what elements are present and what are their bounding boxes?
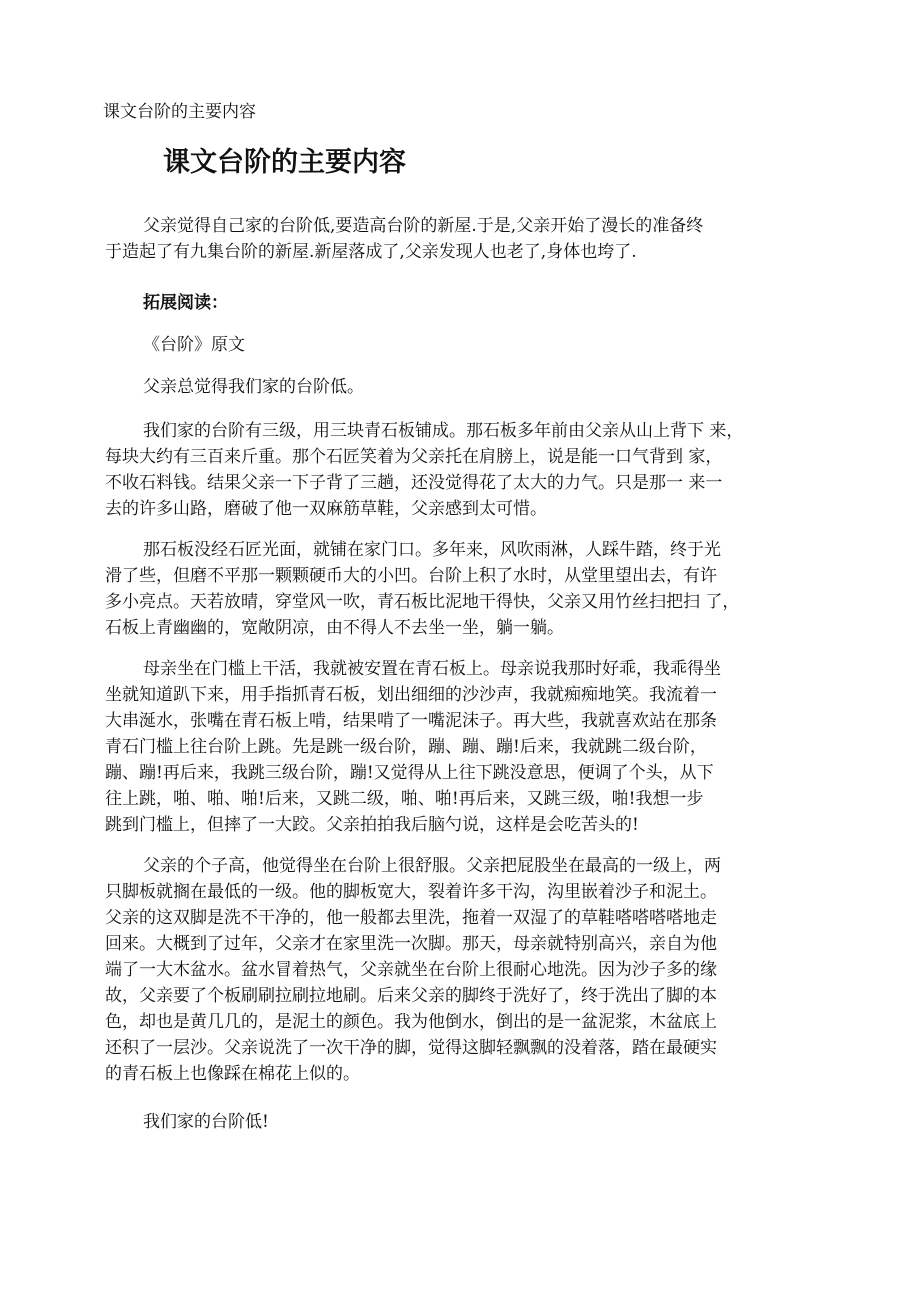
extended-reading-label: 拓展阅读： [143, 293, 228, 313]
body-paragraph-3 [105, 656, 825, 838]
body-paragraph-4 [105, 853, 825, 1087]
text-line: 蹦、蹦!再后来，我跳三级台阶，蹦!又觉得从上往下跳没意思，便调了个头，从下 [105, 763, 714, 783]
text-line: 不收石料钱。结果父亲一下子背了三趟，还没觉得花了太大的力气。只是那一 来一 [105, 473, 723, 493]
text-line: 还积了一层沙。父亲说洗了一次干净的脚，觉得这脚轻飘飘的没着落，踏在最硬实 [105, 1038, 717, 1058]
text-line: 滑了些，但磨不平那一颗颗硬币大的小凹。台阶上积了水时，从堂里望出去，有许 [105, 566, 717, 586]
text-line: 端了一大木盆水。盆水冒着热气，父亲就坐在台阶上很耐心地洗。因为沙子多的缘 [105, 960, 717, 980]
text-line: 父亲觉得自己家的台阶低,要造高台阶的新屋.于是,父亲开始了漫长的准备终 [143, 216, 704, 236]
text-line: 的青石板上也像踩在棉花上似的。 [105, 1064, 360, 1084]
text-line: 去的许多山路，磨破了他一双麻筋草鞋，父亲感到太可惜。 [105, 499, 547, 519]
text-line: 大串涎水，张嘴在青石板上啃，结果啃了一嘴泥沫子。再大些，我就喜欢站在那条 [105, 711, 717, 731]
text-line: 色，却也是黄几几的，是泥土的颜色。我为他倒水，倒出的是一盆泥浆，木盆底上 [105, 1012, 717, 1032]
text-line: 父亲的这双脚是洗不干净的，他一般都去里洗，拖着一双湿了的草鞋嗒嗒嗒嗒地走 [105, 908, 717, 928]
text-line: 母亲坐在门槛上干活，我就被安置在青石板上。母亲说我那时好乖，我乖得坐 [143, 659, 721, 679]
text-line: 于造起了有九集台阶的新屋.新屋落成了,父亲发现人也老了,身体也垮了. [105, 242, 637, 262]
text-line: 坐就知道趴下来，用手指抓青石板，划出细细的沙沙声，我就痴痴地笑。我流着一 [105, 685, 717, 705]
text-line: 父亲的个子高，他觉得坐在台阶上很舒服。父亲把屁股坐在最高的一级上，两 [143, 856, 721, 876]
text-line: 石板上青幽幽的，宽敞阴凉，由不得人不去坐一坐，躺一躺。 [105, 618, 564, 638]
source-title: 《台阶》原文 [143, 335, 245, 355]
text-line: 只脚板就搁在最低的一级。他的脚板宽大，裂着许多干沟，沟里嵌着沙子和泥土。 [105, 882, 717, 902]
text-line: 那石板没经石匠光面，就铺在家门口。多年来，风吹雨淋，人踩牛踏，终于光 [143, 540, 721, 560]
body-paragraph-1 [105, 418, 825, 522]
text-line: 往上跳，啪、啪、啪!后来，又跳二级，啪、啪!再后来，又跳三级，啪!我想一步 [105, 789, 704, 809]
body-paragraph-2 [105, 537, 825, 641]
text-line: 故，父亲要了个板刷刷拉刷拉地刷。后来父亲的脚终于洗好了，终于洗出了脚的本 [105, 986, 717, 1006]
text-line: 跳到门槛上，但摔了一大跤。父亲拍拍我后脑勺说，这样是会吃苦头的! [105, 815, 639, 835]
document-title: 课文台阶的主要内容 [163, 147, 406, 178]
closing-line: 我们家的台阶低! [143, 1112, 269, 1132]
text-line: 多小亮点。天若放晴，穿堂风一吹，青石板比泥地干得快，父亲又用竹丝扫把扫 了， [105, 592, 740, 612]
text-line: 我们家的台阶有三级，用三块青石板铺成。那石板多年前由父亲从山上背下 来， [143, 421, 744, 441]
summary-paragraph [105, 213, 825, 265]
text-line: 回来。大概到了过年，父亲才在家里洗一次脚。那天，母亲就特别高兴，亲自为他 [105, 934, 717, 954]
text-line: 青石门槛上往台阶上跳。先是跳一级台阶，蹦、蹦、蹦!后来，我就跳二级台阶， [105, 737, 707, 757]
running-header: 课文台阶的主要内容 [103, 102, 256, 122]
text-line: 每块大约有三百来斤重。那个石匠笑着为父亲托在肩膀上，说是能一口气背到 家， [105, 447, 723, 467]
opening-line: 父亲总觉得我们家的台阶低。 [143, 377, 364, 397]
